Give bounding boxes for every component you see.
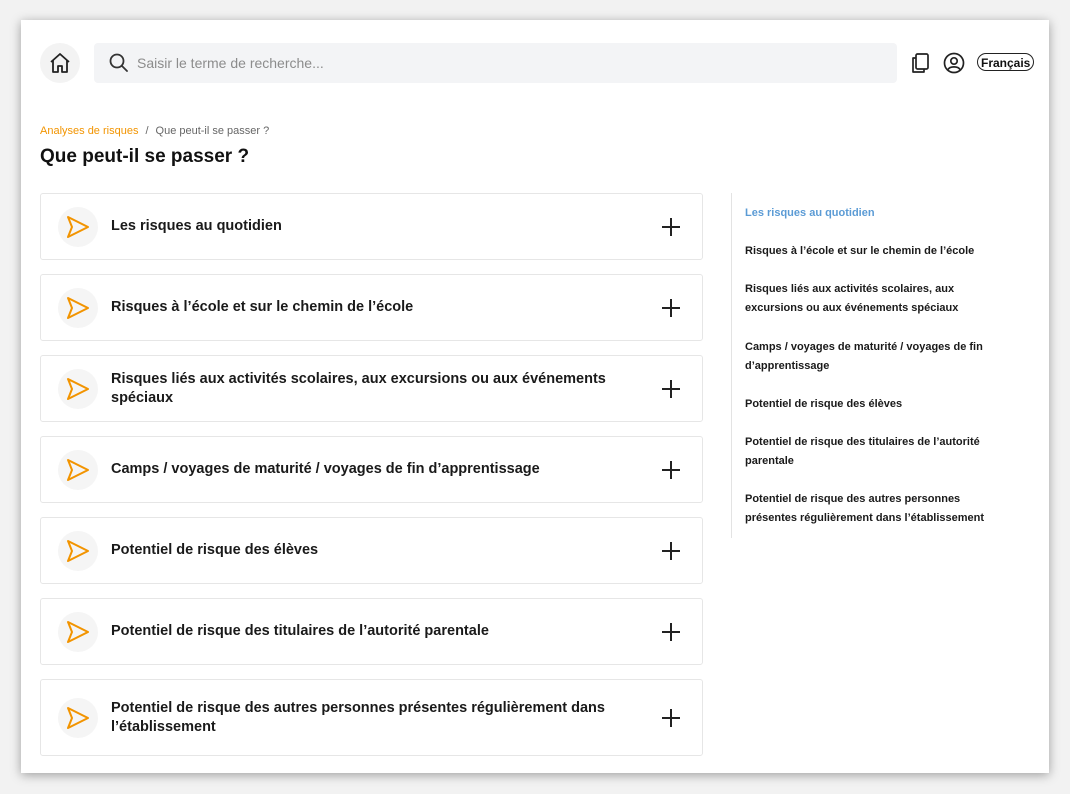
arrow-send-icon	[58, 288, 98, 328]
breadcrumb-link[interactable]: Analyses de risques	[40, 125, 139, 137]
language-switcher[interactable]: Français	[977, 53, 1034, 71]
plus-icon[interactable]	[662, 380, 680, 398]
toc-item[interactable]: Risques à l’école et sur le chemin de l’école	[745, 245, 975, 257]
plus-icon[interactable]	[662, 623, 680, 641]
arrow-send-icon	[58, 612, 98, 652]
toc-item[interactable]: Potentiel de risque des autres personnes présentes régulièrement dans l’établissement	[745, 493, 985, 524]
plus-icon[interactable]	[662, 542, 680, 560]
arrow-send-icon	[58, 369, 98, 409]
search-bar[interactable]	[94, 43, 897, 83]
accordion-label: Potentiel de risque des titulaires de l’autorité parentale	[111, 623, 489, 639]
plus-icon[interactable]	[662, 218, 680, 236]
toc-item[interactable]: Camps / voyages de maturité / voyages de fin d’apprentissage	[745, 341, 983, 372]
accordion-item[interactable]	[40, 517, 703, 584]
search-input[interactable]	[135, 54, 879, 72]
accordion-label: Potentiel de risque des autres personnes présentes régulièrement dans l’établissement	[111, 699, 605, 735]
accordion-label: Risques à l’école et sur le chemin de l’école	[111, 299, 414, 315]
accordion-label: Risques liés aux activités scolaires, aux excursions ou aux événements spéciaux	[111, 370, 606, 406]
search-icon	[109, 53, 129, 73]
accordion-item[interactable]	[40, 193, 703, 260]
toc-item[interactable]: Potentiel de risque des élèves	[745, 398, 903, 410]
breadcrumb-current: Que peut-il se passer ?	[155, 125, 270, 137]
accordion-label: Potentiel de risque des élèves	[111, 542, 319, 558]
arrow-send-icon	[58, 207, 98, 247]
arrow-send-icon	[58, 531, 98, 571]
breadcrumb	[40, 125, 269, 137]
table-of-contents	[731, 193, 992, 538]
page-title: Que peut-il se passer ?	[40, 146, 250, 167]
arrow-send-icon	[58, 450, 98, 490]
home-button[interactable]	[40, 43, 80, 83]
app-window	[21, 20, 1049, 773]
accordion-label: Les risques au quotidien	[111, 218, 282, 234]
accordion-item[interactable]	[40, 436, 703, 503]
toc-item-active[interactable]: Les risques au quotidien	[745, 207, 875, 219]
plus-icon[interactable]	[662, 299, 680, 317]
plus-icon[interactable]	[662, 461, 680, 479]
home-icon	[48, 51, 72, 75]
accordion-item[interactable]	[40, 679, 703, 756]
plus-icon[interactable]	[662, 709, 680, 727]
toc-item[interactable]: Potentiel de risque des titulaires de l’autorité parentale	[745, 436, 980, 467]
accordion-label: Camps / voyages de maturité / voyages de fin d’apprentissage	[111, 461, 540, 477]
arrow-send-icon	[58, 698, 98, 738]
toc-item[interactable]: Risques liés aux activités scolaires, aux excursions ou aux événements spéciaux	[745, 283, 959, 314]
accordion-item[interactable]	[40, 274, 703, 341]
copy-icon[interactable]	[909, 52, 931, 74]
user-icon[interactable]	[943, 52, 965, 74]
accordion-item[interactable]	[40, 598, 703, 665]
breadcrumb-separator: /	[145, 125, 149, 137]
accordion-item[interactable]	[40, 355, 703, 422]
